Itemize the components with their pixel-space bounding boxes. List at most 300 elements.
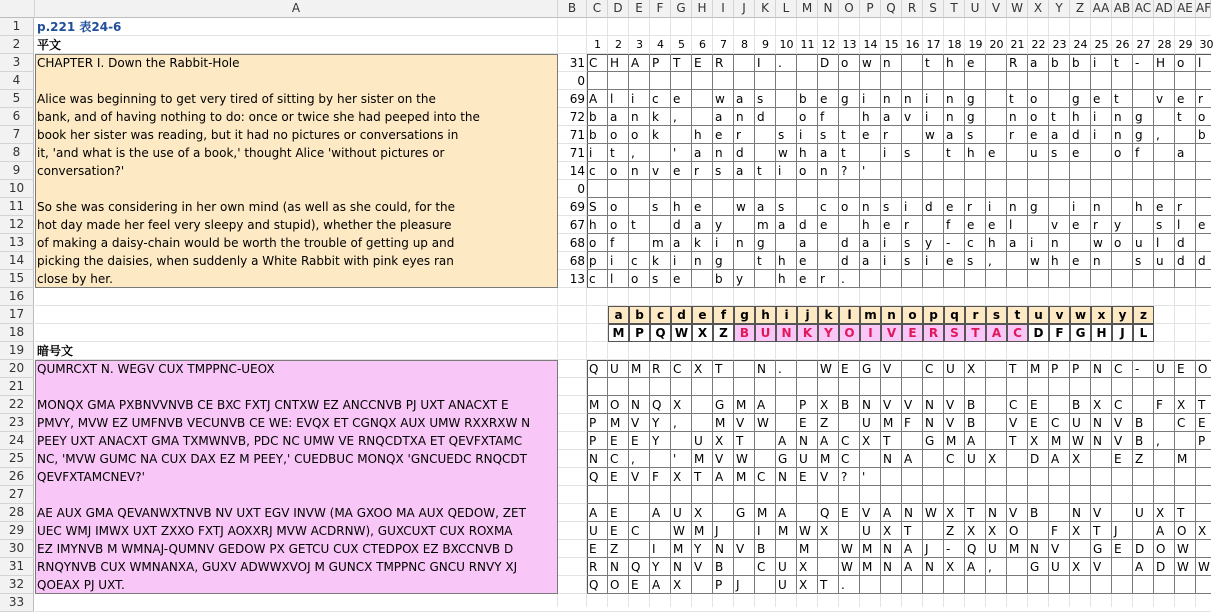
key-plain-letter[interactable]: t <box>1007 306 1028 324</box>
column-header[interactable]: AD <box>1154 0 1175 18</box>
plaintext-char-cell[interactable]: r <box>1198 92 1203 106</box>
position-number[interactable]: 5 <box>678 38 685 51</box>
ciphertext-char-cell[interactable]: ? <box>841 470 848 484</box>
position-number[interactable]: 19 <box>968 38 983 51</box>
plaintext-char-cell[interactable]: i <box>1093 110 1097 124</box>
key-cipher-letter[interactable]: Q <box>650 324 671 342</box>
ciphertext-char-cell[interactable]: W <box>736 452 748 466</box>
plaintext-char-cell[interactable]: H <box>1156 56 1166 70</box>
ciphertext-char-cell[interactable]: M <box>610 416 621 430</box>
key-plain-letter[interactable]: s <box>986 306 1007 324</box>
ciphertext-char-cell[interactable]: Q <box>967 542 977 556</box>
plaintext-char-cell[interactable]: s <box>1051 146 1058 160</box>
position-number[interactable]: 15 <box>884 38 899 51</box>
ciphertext-char-cell[interactable]: Y <box>652 416 660 430</box>
ciphertext-char-cell[interactable]: O <box>1156 542 1166 556</box>
plaintext-char-cell[interactable]: w <box>1093 236 1103 250</box>
plaintext-char-cell[interactable]: n <box>694 254 702 268</box>
plaintext-char-cell[interactable]: e <box>988 146 996 160</box>
plaintext-char-cell[interactable]: a <box>736 164 744 178</box>
line-length[interactable]: 67 <box>569 218 585 232</box>
ciphertext-char-cell[interactable]: N <box>673 560 682 574</box>
ciphertext-char-cell[interactable]: ' <box>862 470 866 484</box>
column-header[interactable]: M <box>797 0 818 18</box>
column-header[interactable]: U <box>965 0 986 18</box>
position-number[interactable]: 2 <box>615 38 622 51</box>
plaintext-char-cell[interactable]: a <box>610 110 618 124</box>
plaintext-char-cell[interactable]: a <box>673 236 681 250</box>
ciphertext-line[interactable]: PMVY, MVW EZ UMFNVB VECUNVB CE WE: EVQX ET CGNQX AUX UMW RXXRXW N <box>37 416 531 430</box>
plaintext-char-cell[interactable]: e <box>1177 92 1185 106</box>
ciphertext-char-cell[interactable]: D <box>1135 542 1145 556</box>
row-header[interactable]: 21 <box>0 378 34 396</box>
ciphertext-char-cell[interactable]: A <box>904 560 913 574</box>
key-plain-letter[interactable]: e <box>692 306 713 324</box>
plaintext-char-cell[interactable]: f <box>610 236 615 250</box>
plaintext-char-cell[interactable]: - <box>1135 56 1140 70</box>
position-number[interactable]: 6 <box>699 38 706 51</box>
position-number[interactable]: 10 <box>779 38 794 51</box>
column-header[interactable]: O <box>839 0 860 18</box>
ciphertext-char-cell[interactable]: N <box>925 398 934 412</box>
ciphertext-char-cell[interactable]: E <box>610 506 618 520</box>
ciphertext-char-cell[interactable]: N <box>715 542 724 556</box>
position-number[interactable]: 24 <box>1073 38 1088 51</box>
ciphertext-char-cell[interactable]: A <box>883 506 892 520</box>
plaintext-char-cell[interactable]: h <box>1135 200 1143 214</box>
plaintext-char-cell[interactable]: g <box>1135 128 1143 142</box>
plaintext-char-cell[interactable]: t <box>1114 92 1119 106</box>
plaintext-line[interactable] <box>37 72 556 90</box>
ciphertext-char-cell[interactable]: W <box>673 524 685 538</box>
plaintext-char-cell[interactable]: a <box>799 236 807 250</box>
ciphertext-line[interactable]: RNQYNVB CUX WMNANXA, GUXV ADWWXVOJ M GUNCX TMPPNC GNCU RNVY XJ <box>37 560 518 574</box>
plaintext-char-cell[interactable]: i <box>715 236 719 250</box>
plaintext-char-cell[interactable]: i <box>610 254 614 268</box>
ciphertext-char-cell[interactable]: T <box>967 506 975 520</box>
plaintext-char-cell[interactable]: t <box>757 164 762 178</box>
line-length[interactable]: 14 <box>569 164 585 178</box>
plaintext-char-cell[interactable]: s <box>967 128 974 142</box>
ciphertext-char-cell[interactable]: N <box>883 542 892 556</box>
ciphertext-char-cell[interactable]: T <box>1009 434 1017 448</box>
plaintext-char-cell[interactable]: v <box>1156 92 1164 106</box>
row-header[interactable]: 10 <box>0 180 34 198</box>
key-cipher-letter[interactable]: Y <box>818 324 839 342</box>
ciphertext-char-cell[interactable]: C <box>757 470 766 484</box>
column-header[interactable]: J <box>734 0 755 18</box>
plaintext-char-cell[interactable]: P <box>652 56 660 70</box>
row-header[interactable]: 25 <box>0 450 34 468</box>
key-plain-letter[interactable]: v <box>1049 306 1070 324</box>
ciphertext-char-cell[interactable]: U <box>694 434 703 448</box>
ciphertext-char-cell[interactable]: O <box>1177 524 1187 538</box>
plaintext-char-cell[interactable]: o <box>631 272 639 286</box>
ciphertext-char-cell[interactable]: V <box>631 416 640 430</box>
key-plain-letter[interactable]: r <box>965 306 986 324</box>
ciphertext-char-cell[interactable]: T <box>694 470 702 484</box>
ciphertext-char-cell[interactable]: V <box>1114 416 1123 430</box>
position-number[interactable]: 30 <box>1199 38 1214 51</box>
plaintext-char-cell[interactable]: s <box>1135 254 1142 268</box>
key-plain-letter[interactable]: m <box>860 306 881 324</box>
ciphertext-char-cell[interactable]: D <box>1030 452 1040 466</box>
plaintext-char-cell[interactable]: a <box>1030 56 1038 70</box>
row-header[interactable]: 29 <box>0 522 34 540</box>
plaintext-char-cell[interactable]: ' <box>862 164 866 178</box>
ciphertext-char-cell[interactable]: A <box>778 506 787 520</box>
ciphertext-char-cell[interactable]: U <box>988 542 997 556</box>
ciphertext-char-cell[interactable]: P <box>1198 434 1206 448</box>
ciphertext-char-cell[interactable]: E <box>1198 416 1206 430</box>
column-header[interactable]: C <box>587 0 608 18</box>
plaintext-line[interactable]: close by her. <box>37 272 113 286</box>
ciphertext-char-cell[interactable]: R <box>652 362 661 376</box>
position-number[interactable]: 9 <box>762 38 769 51</box>
key-plain-letter[interactable]: c <box>650 306 671 324</box>
ciphertext-char-cell[interactable]: A <box>652 578 661 592</box>
plaintext-char-cell[interactable]: i <box>778 164 782 178</box>
line-length[interactable]: 69 <box>569 92 585 106</box>
ciphertext-char-cell[interactable]: N <box>883 452 892 466</box>
ciphertext-char-cell[interactable]: N <box>925 560 934 574</box>
key-cipher-letter[interactable]: R <box>923 324 944 342</box>
plaintext-char-cell[interactable]: d <box>673 218 681 232</box>
plaintext-char-cell[interactable]: o <box>799 164 807 178</box>
ciphertext-char-cell[interactable]: P <box>589 434 597 448</box>
plaintext-char-cell[interactable]: w <box>925 128 935 142</box>
ciphertext-char-cell[interactable]: Q <box>820 506 830 520</box>
ciphertext-char-cell[interactable]: X <box>946 506 955 520</box>
row-header[interactable]: 7 <box>0 126 34 144</box>
key-plain-letter[interactable]: f <box>713 306 734 324</box>
ciphertext-char-cell[interactable]: G <box>736 506 746 520</box>
ciphertext-char-cell[interactable]: M <box>946 434 957 448</box>
key-cipher-letter[interactable]: O <box>839 324 860 342</box>
ciphertext-char-cell[interactable]: E <box>1177 362 1185 376</box>
ciphertext-char-cell[interactable]: B <box>1135 434 1144 448</box>
plaintext-char-cell[interactable]: a <box>1009 236 1017 250</box>
position-number[interactable]: 16 <box>905 38 920 51</box>
ciphertext-char-cell[interactable]: X <box>1072 560 1081 574</box>
select-all-corner[interactable] <box>0 0 35 18</box>
plaintext-char-cell[interactable]: k <box>652 128 659 142</box>
row-header[interactable]: 11 <box>0 198 34 216</box>
ciphertext-char-cell[interactable]: U <box>799 452 808 466</box>
plaintext-char-cell[interactable]: a <box>862 254 870 268</box>
ciphertext-char-cell[interactable]: W <box>925 506 937 520</box>
column-header[interactable]: Y <box>1049 0 1070 18</box>
ciphertext-char-cell[interactable]: G <box>1093 542 1103 556</box>
ciphertext-char-cell[interactable]: M <box>820 452 831 466</box>
ciphertext-char-cell[interactable]: T <box>904 524 912 538</box>
plaintext-char-cell[interactable]: l <box>1198 56 1202 70</box>
plaintext-char-cell[interactable]: e <box>946 254 954 268</box>
plaintext-char-cell[interactable]: m <box>757 218 769 232</box>
plaintext-char-cell[interactable]: e <box>1072 254 1080 268</box>
key-cipher-letter[interactable]: N <box>776 324 797 342</box>
ciphertext-char-cell[interactable]: X <box>820 524 829 538</box>
plaintext-char-cell[interactable]: a <box>946 128 954 142</box>
ciphertext-char-cell[interactable]: N <box>988 506 997 520</box>
ciphertext-char-cell[interactable]: E <box>610 470 618 484</box>
ciphertext-char-cell[interactable]: P <box>715 578 723 592</box>
plaintext-char-cell[interactable]: a <box>694 218 702 232</box>
plaintext-char-cell[interactable]: t <box>631 218 636 232</box>
plaintext-char-cell[interactable]: . <box>778 56 782 70</box>
key-cipher-letter[interactable]: K <box>797 324 818 342</box>
ciphertext-char-cell[interactable]: P <box>589 416 597 430</box>
plaintext-char-cell[interactable]: v <box>1051 218 1059 232</box>
plaintext-char-cell[interactable]: o <box>1114 146 1122 160</box>
column-header[interactable]: AF <box>1196 0 1211 18</box>
plaintext-char-cell[interactable]: i <box>631 92 635 106</box>
plaintext-char-cell[interactable]: e <box>967 56 975 70</box>
position-number[interactable]: 17 <box>926 38 941 51</box>
ciphertext-char-cell[interactable]: B <box>715 560 724 574</box>
ciphertext-char-cell[interactable]: J <box>736 578 740 592</box>
plaintext-char-cell[interactable]: s <box>652 272 659 286</box>
ciphertext-char-cell[interactable]: A <box>652 506 661 520</box>
ciphertext-char-cell[interactable]: X <box>673 398 682 412</box>
plaintext-char-cell[interactable]: l <box>1156 236 1160 250</box>
key-cipher-letter[interactable]: L <box>1133 324 1154 342</box>
key-plain-letter[interactable]: z <box>1133 306 1154 324</box>
plaintext-char-cell[interactable]: b <box>589 110 597 124</box>
plaintext-char-cell[interactable]: b <box>1198 128 1206 142</box>
ciphertext-char-cell[interactable]: M <box>631 362 642 376</box>
plaintext-char-cell[interactable]: C <box>589 56 598 70</box>
plaintext-line[interactable]: it, 'and what is the use of a book,' thought Alice 'without pictures or <box>37 146 445 160</box>
ciphertext-char-cell[interactable]: E <box>610 524 618 538</box>
plaintext-char-cell[interactable]: n <box>904 92 912 106</box>
ciphertext-char-cell[interactable]: C <box>841 434 850 448</box>
ciphertext-char-cell[interactable]: X <box>862 434 871 448</box>
plaintext-char-cell[interactable]: c <box>631 254 638 268</box>
ciphertext-char-cell[interactable]: M <box>1030 362 1041 376</box>
plaintext-char-cell[interactable]: r <box>1093 218 1098 232</box>
position-number[interactable]: 22 <box>1031 38 1046 51</box>
row-header[interactable]: 24 <box>0 432 34 450</box>
column-header[interactable]: A <box>35 0 558 18</box>
plaintext-char-cell[interactable]: A <box>589 92 598 106</box>
plaintext-char-cell[interactable]: k <box>694 236 701 250</box>
plaintext-char-cell[interactable]: h <box>673 200 681 214</box>
row-header[interactable]: 1 <box>0 18 34 36</box>
ciphertext-char-cell[interactable]: D <box>1156 560 1166 574</box>
column-header[interactable]: G <box>671 0 692 18</box>
plaintext-char-cell[interactable]: t <box>946 146 951 160</box>
plaintext-line[interactable]: conversation?' <box>37 164 125 178</box>
key-cipher-letter[interactable]: P <box>629 324 650 342</box>
plaintext-char-cell[interactable]: s <box>757 92 764 106</box>
ciphertext-char-cell[interactable]: X <box>1072 524 1081 538</box>
plaintext-char-cell[interactable]: s <box>904 146 911 160</box>
ciphertext-char-cell[interactable]: V <box>1051 542 1060 556</box>
ciphertext-char-cell[interactable]: W <box>841 560 853 574</box>
plaintext-char-cell[interactable]: a <box>778 218 786 232</box>
plaintext-char-cell[interactable]: c <box>967 236 974 250</box>
plaintext-char-cell[interactable]: , <box>1156 128 1160 142</box>
ciphertext-char-cell[interactable]: V <box>1009 506 1018 520</box>
row-header[interactable]: 4 <box>0 72 34 90</box>
ciphertext-line[interactable]: MONQX GMA PXBNVVNVB CE BXC FXTJ CNTXW EZ ANCCNVB PJ UXT ANACXT E <box>37 398 509 412</box>
ciphertext-char-cell[interactable]: A <box>589 506 598 520</box>
plaintext-char-cell[interactable]: o <box>610 200 618 214</box>
column-header[interactable]: AE <box>1175 0 1196 18</box>
plaintext-char-cell[interactable]: t <box>841 146 846 160</box>
ciphertext-char-cell[interactable]: Q <box>589 362 599 376</box>
plaintext-char-cell[interactable]: l <box>610 92 614 106</box>
plaintext-char-cell[interactable]: g <box>841 92 849 106</box>
ciphertext-char-cell[interactable]: N <box>757 362 766 376</box>
plaintext-char-cell[interactable]: h <box>778 254 786 268</box>
ciphertext-char-cell[interactable]: U <box>673 506 682 520</box>
key-plain-letter[interactable]: b <box>629 306 650 324</box>
plaintext-char-cell[interactable]: w <box>778 146 788 160</box>
plaintext-char-cell[interactable]: a <box>862 236 870 250</box>
plaintext-char-cell[interactable]: o <box>610 128 618 142</box>
ciphertext-char-cell[interactable]: T <box>883 434 891 448</box>
ciphertext-char-cell[interactable]: P <box>799 398 807 412</box>
key-cipher-letter[interactable]: Z <box>713 324 734 342</box>
ciphertext-line[interactable]: NC, 'MVW GUMC NA CUX DAX EZ M PEEY,' CUEDBUC MONQX 'GNCUEDC RNQCDT <box>37 452 527 466</box>
ciphertext-char-cell[interactable]: U <box>862 524 871 538</box>
ciphertext-char-cell[interactable]: E <box>631 434 639 448</box>
ciphertext-char-cell[interactable]: W <box>1177 560 1189 574</box>
ciphertext-char-cell[interactable]: V <box>904 398 913 412</box>
ciphertext-char-cell[interactable]: W <box>1177 542 1189 556</box>
ciphertext-label[interactable]: 暗号文 <box>37 344 74 358</box>
ciphertext-char-cell[interactable]: B <box>841 398 850 412</box>
position-number[interactable]: 12 <box>821 38 836 51</box>
plaintext-char-cell[interactable]: i <box>883 254 887 268</box>
position-number[interactable]: 29 <box>1178 38 1193 51</box>
plaintext-char-cell[interactable]: c <box>589 164 596 178</box>
ciphertext-char-cell[interactable]: E <box>610 434 618 448</box>
ciphertext-char-cell[interactable]: C <box>610 452 619 466</box>
plaintext-char-cell[interactable]: l <box>1009 218 1013 232</box>
plaintext-char-cell[interactable]: i <box>1093 56 1097 70</box>
plaintext-char-cell[interactable]: s <box>820 128 827 142</box>
ciphertext-line[interactable]: QEVFXTAMCNEV?' <box>37 470 145 484</box>
plaintext-char-cell[interactable]: e <box>946 200 954 214</box>
ciphertext-char-cell[interactable]: F <box>1156 398 1163 412</box>
plaintext-line[interactable]: Alice was beginning to get very tired of sitting by her sister on the <box>37 92 436 106</box>
plaintext-char-cell[interactable]: a <box>694 146 702 160</box>
plaintext-char-cell[interactable]: i <box>589 146 593 160</box>
plaintext-char-cell[interactable]: a <box>1177 146 1185 160</box>
ciphertext-char-cell[interactable]: V <box>631 470 640 484</box>
ciphertext-char-cell[interactable]: X <box>988 524 997 538</box>
plaintext-char-cell[interactable]: h <box>967 146 975 160</box>
row-header[interactable]: 23 <box>0 414 34 432</box>
ciphertext-line[interactable] <box>37 486 586 504</box>
ciphertext-char-cell[interactable]: N <box>1072 506 1081 520</box>
row-header[interactable]: 2 <box>0 36 34 54</box>
column-header[interactable]: H <box>692 0 713 18</box>
ciphertext-char-cell[interactable]: U <box>1156 362 1165 376</box>
ciphertext-char-cell[interactable]: A <box>1156 524 1165 538</box>
ciphertext-char-cell[interactable]: V <box>1093 506 1102 520</box>
plaintext-char-cell[interactable]: m <box>652 236 664 250</box>
ciphertext-char-cell[interactable]: X <box>1177 398 1186 412</box>
ciphertext-char-cell[interactable]: A <box>820 434 829 448</box>
key-plain-letter[interactable]: n <box>881 306 902 324</box>
key-cipher-letter[interactable]: B <box>734 324 755 342</box>
plaintext-char-cell[interactable]: T <box>673 56 681 70</box>
row-header[interactable]: 22 <box>0 396 34 414</box>
ciphertext-char-cell[interactable]: X <box>799 578 808 592</box>
ciphertext-char-cell[interactable]: M <box>757 506 768 520</box>
ciphertext-char-cell[interactable]: V <box>1114 434 1123 448</box>
plaintext-char-cell[interactable]: s <box>715 164 722 178</box>
plaintext-char-cell[interactable]: e <box>1093 92 1101 106</box>
plaintext-char-cell[interactable]: p <box>589 254 597 268</box>
ciphertext-char-cell[interactable]: C <box>841 452 850 466</box>
ciphertext-char-cell[interactable]: W <box>1072 434 1084 448</box>
position-number[interactable]: 21 <box>1010 38 1025 51</box>
plaintext-char-cell[interactable]: I <box>757 56 761 70</box>
plaintext-char-cell[interactable]: i <box>1030 236 1034 250</box>
ciphertext-char-cell[interactable]: E <box>1114 452 1122 466</box>
plaintext-char-cell[interactable]: t <box>1009 92 1014 106</box>
key-cipher-letter[interactable]: E <box>902 324 923 342</box>
plaintext-char-cell[interactable]: y <box>1114 218 1122 232</box>
ciphertext-char-cell[interactable]: W <box>757 416 769 430</box>
ciphertext-line[interactable]: UEC WMJ IMWX UXT ZXXO FXTJ AOXXRJ MVW ACDRNW), GUXCUXT CUX ROXMA <box>37 524 513 538</box>
ciphertext-line[interactable]: QOEAX PJ UXT. <box>37 578 125 592</box>
column-header[interactable]: AC <box>1133 0 1154 18</box>
ciphertext-char-cell[interactable]: V <box>946 416 955 430</box>
plaintext-char-cell[interactable]: h <box>694 128 702 142</box>
row-header[interactable]: 30 <box>0 540 34 558</box>
ciphertext-char-cell[interactable]: M <box>736 470 747 484</box>
plaintext-label[interactable]: 平文 <box>37 38 62 52</box>
plaintext-char-cell[interactable]: e <box>820 92 828 106</box>
plaintext-char-cell[interactable]: e <box>673 164 681 178</box>
plaintext-char-cell[interactable]: b <box>1051 56 1059 70</box>
plaintext-char-cell[interactable]: g <box>715 254 723 268</box>
ciphertext-char-cell[interactable]: Q <box>652 398 662 412</box>
column-header[interactable]: S <box>923 0 944 18</box>
ciphertext-char-cell[interactable]: T <box>736 434 744 448</box>
plaintext-char-cell[interactable]: n <box>946 92 954 106</box>
plaintext-char-cell[interactable]: d <box>736 146 744 160</box>
plaintext-char-cell[interactable]: o <box>589 236 597 250</box>
ciphertext-char-cell[interactable]: X <box>946 560 955 574</box>
plaintext-char-cell[interactable]: a <box>736 92 744 106</box>
ciphertext-char-cell[interactable]: E <box>799 416 807 430</box>
column-header[interactable]: X <box>1028 0 1049 18</box>
line-length[interactable]: 68 <box>569 254 585 268</box>
plaintext-char-cell[interactable]: n <box>631 164 639 178</box>
line-length[interactable]: 72 <box>569 110 585 124</box>
ciphertext-char-cell[interactable]: E <box>589 542 597 556</box>
column-header[interactable]: K <box>755 0 776 18</box>
plaintext-char-cell[interactable]: e <box>967 218 975 232</box>
ciphertext-char-cell[interactable]: E <box>1030 416 1038 430</box>
ciphertext-char-cell[interactable]: A <box>1135 560 1144 574</box>
ciphertext-char-cell[interactable]: U <box>778 578 787 592</box>
ciphertext-char-cell[interactable]: W <box>799 524 811 538</box>
ciphertext-char-cell[interactable]: , <box>1156 434 1160 448</box>
ciphertext-char-cell[interactable]: U <box>1051 560 1060 574</box>
ciphertext-char-cell[interactable]: V <box>1093 560 1102 574</box>
ciphertext-char-cell[interactable]: M <box>883 416 894 430</box>
plaintext-char-cell[interactable]: d <box>799 218 807 232</box>
key-plain-letter[interactable]: l <box>839 306 860 324</box>
